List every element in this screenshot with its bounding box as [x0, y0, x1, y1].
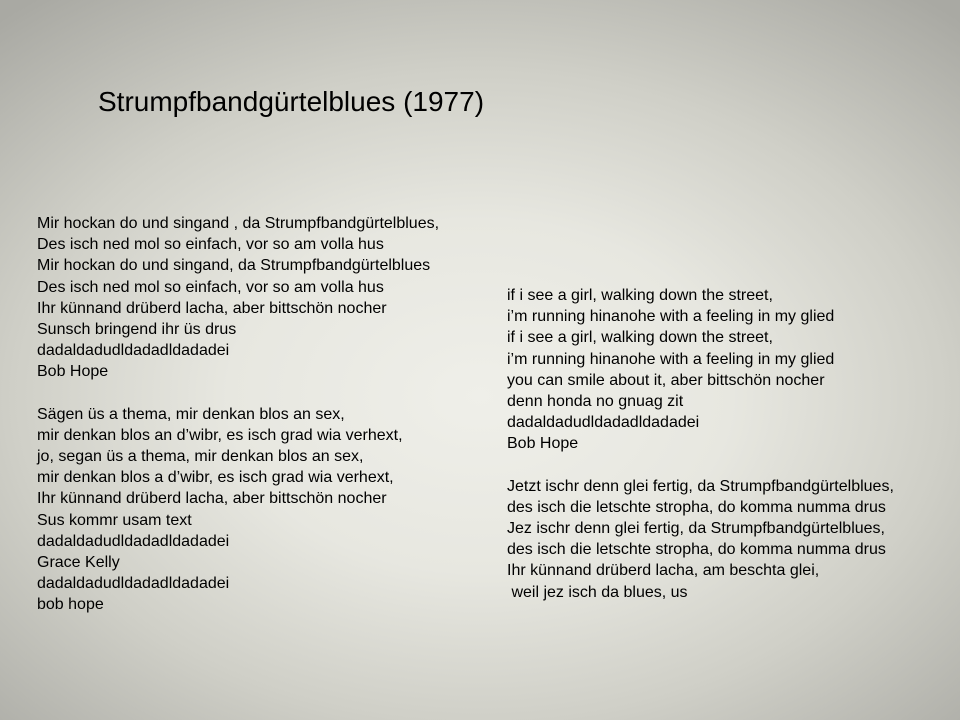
stanza-gap [507, 455, 894, 476]
lyric-line: Ihr künnand drüberd lacha, am beschta glei, [507, 562, 820, 580]
lyric-line: Des isch ned mol so einfach, vor so am volla hus [37, 236, 384, 254]
lyric-line: you can smile about it, aber bittschön nocher [507, 371, 825, 389]
left-stanza-1 [37, 213, 439, 383]
lyric-line: Ihr künnand drüberd lacha, aber bittschön nocher [37, 299, 387, 317]
right-stanza-1 [507, 285, 894, 455]
lyric-line: dadaldadudldadadldadadei [37, 575, 230, 593]
lyric-line: Sus kommr usam text [37, 511, 192, 529]
lyric-line: dadaldadudldadadldadadei [37, 342, 230, 360]
lyrics-right-column [507, 285, 894, 603]
lyric-line: Jez ischr denn glei fertig, da Strumpfbandgürtelblues, [507, 520, 885, 538]
lyric-line: mir denkan blos a d’wibr, es isch grad wia verhext, [37, 469, 394, 487]
lyric-line: bob hope [37, 596, 104, 614]
lyric-line: i’m running hinanohe with a feeling in my glied [507, 308, 835, 326]
lyric-line: weil jez isch da blues, us [507, 583, 688, 601]
lyric-line: dadaldadudldadadldadadei [507, 414, 700, 432]
lyric-line: Sägen üs a thema, mir denkan blos an sex, [37, 405, 345, 423]
lyrics-left-column [37, 213, 439, 616]
lyric-line: Sunsch bringend ihr üs drus [37, 320, 237, 338]
slide-title: Strumpfbandgürtelblues (1977) [98, 86, 485, 117]
lyric-line: Bob Hope [507, 435, 579, 453]
left-stanza-2 [37, 404, 439, 616]
lyric-line: if i see a girl, walking down the street, [507, 287, 773, 304]
lyric-line: Des isch ned mol so einfach, vor so am volla hus [37, 278, 384, 296]
lyric-line: Grace Kelly [37, 554, 120, 571]
lyric-line: Mir hockan do und singand , da Strumpfbandgürtelblues, [37, 215, 440, 232]
stanza-gap [37, 383, 439, 404]
lyric-line: Mir hockan do und singand, da Strumpfbandgürtelblues [37, 257, 431, 275]
lyric-line: dadaldadudldadadldadadei [37, 532, 230, 550]
lyric-line: if i see a girl, walking down the street, [507, 329, 773, 347]
lyric-line: i’m running hinanohe with a feeling in my glied [507, 350, 835, 368]
lyric-line: Jetzt ischr denn glei fertig, da Strumpfbandgürtelblues, [507, 477, 894, 495]
lyric-line: jo, segan üs a thema, mir denkan blos an sex, [37, 448, 364, 466]
right-stanza-2 [507, 476, 894, 603]
lyric-line: mir denkan blos an d’wibr, es isch grad wia verhext, [37, 426, 403, 444]
lyric-line: Bob Hope [37, 363, 109, 381]
lyric-line: denn honda no gnuag zit [507, 392, 684, 410]
lyric-line: des isch die letschte stropha, do komma numma drus [507, 541, 886, 559]
lyric-line: Ihr künnand drüberd lacha, aber bittschön nocher [37, 490, 387, 508]
lyric-line: des isch die letschte stropha, do komma numma drus [507, 498, 886, 516]
